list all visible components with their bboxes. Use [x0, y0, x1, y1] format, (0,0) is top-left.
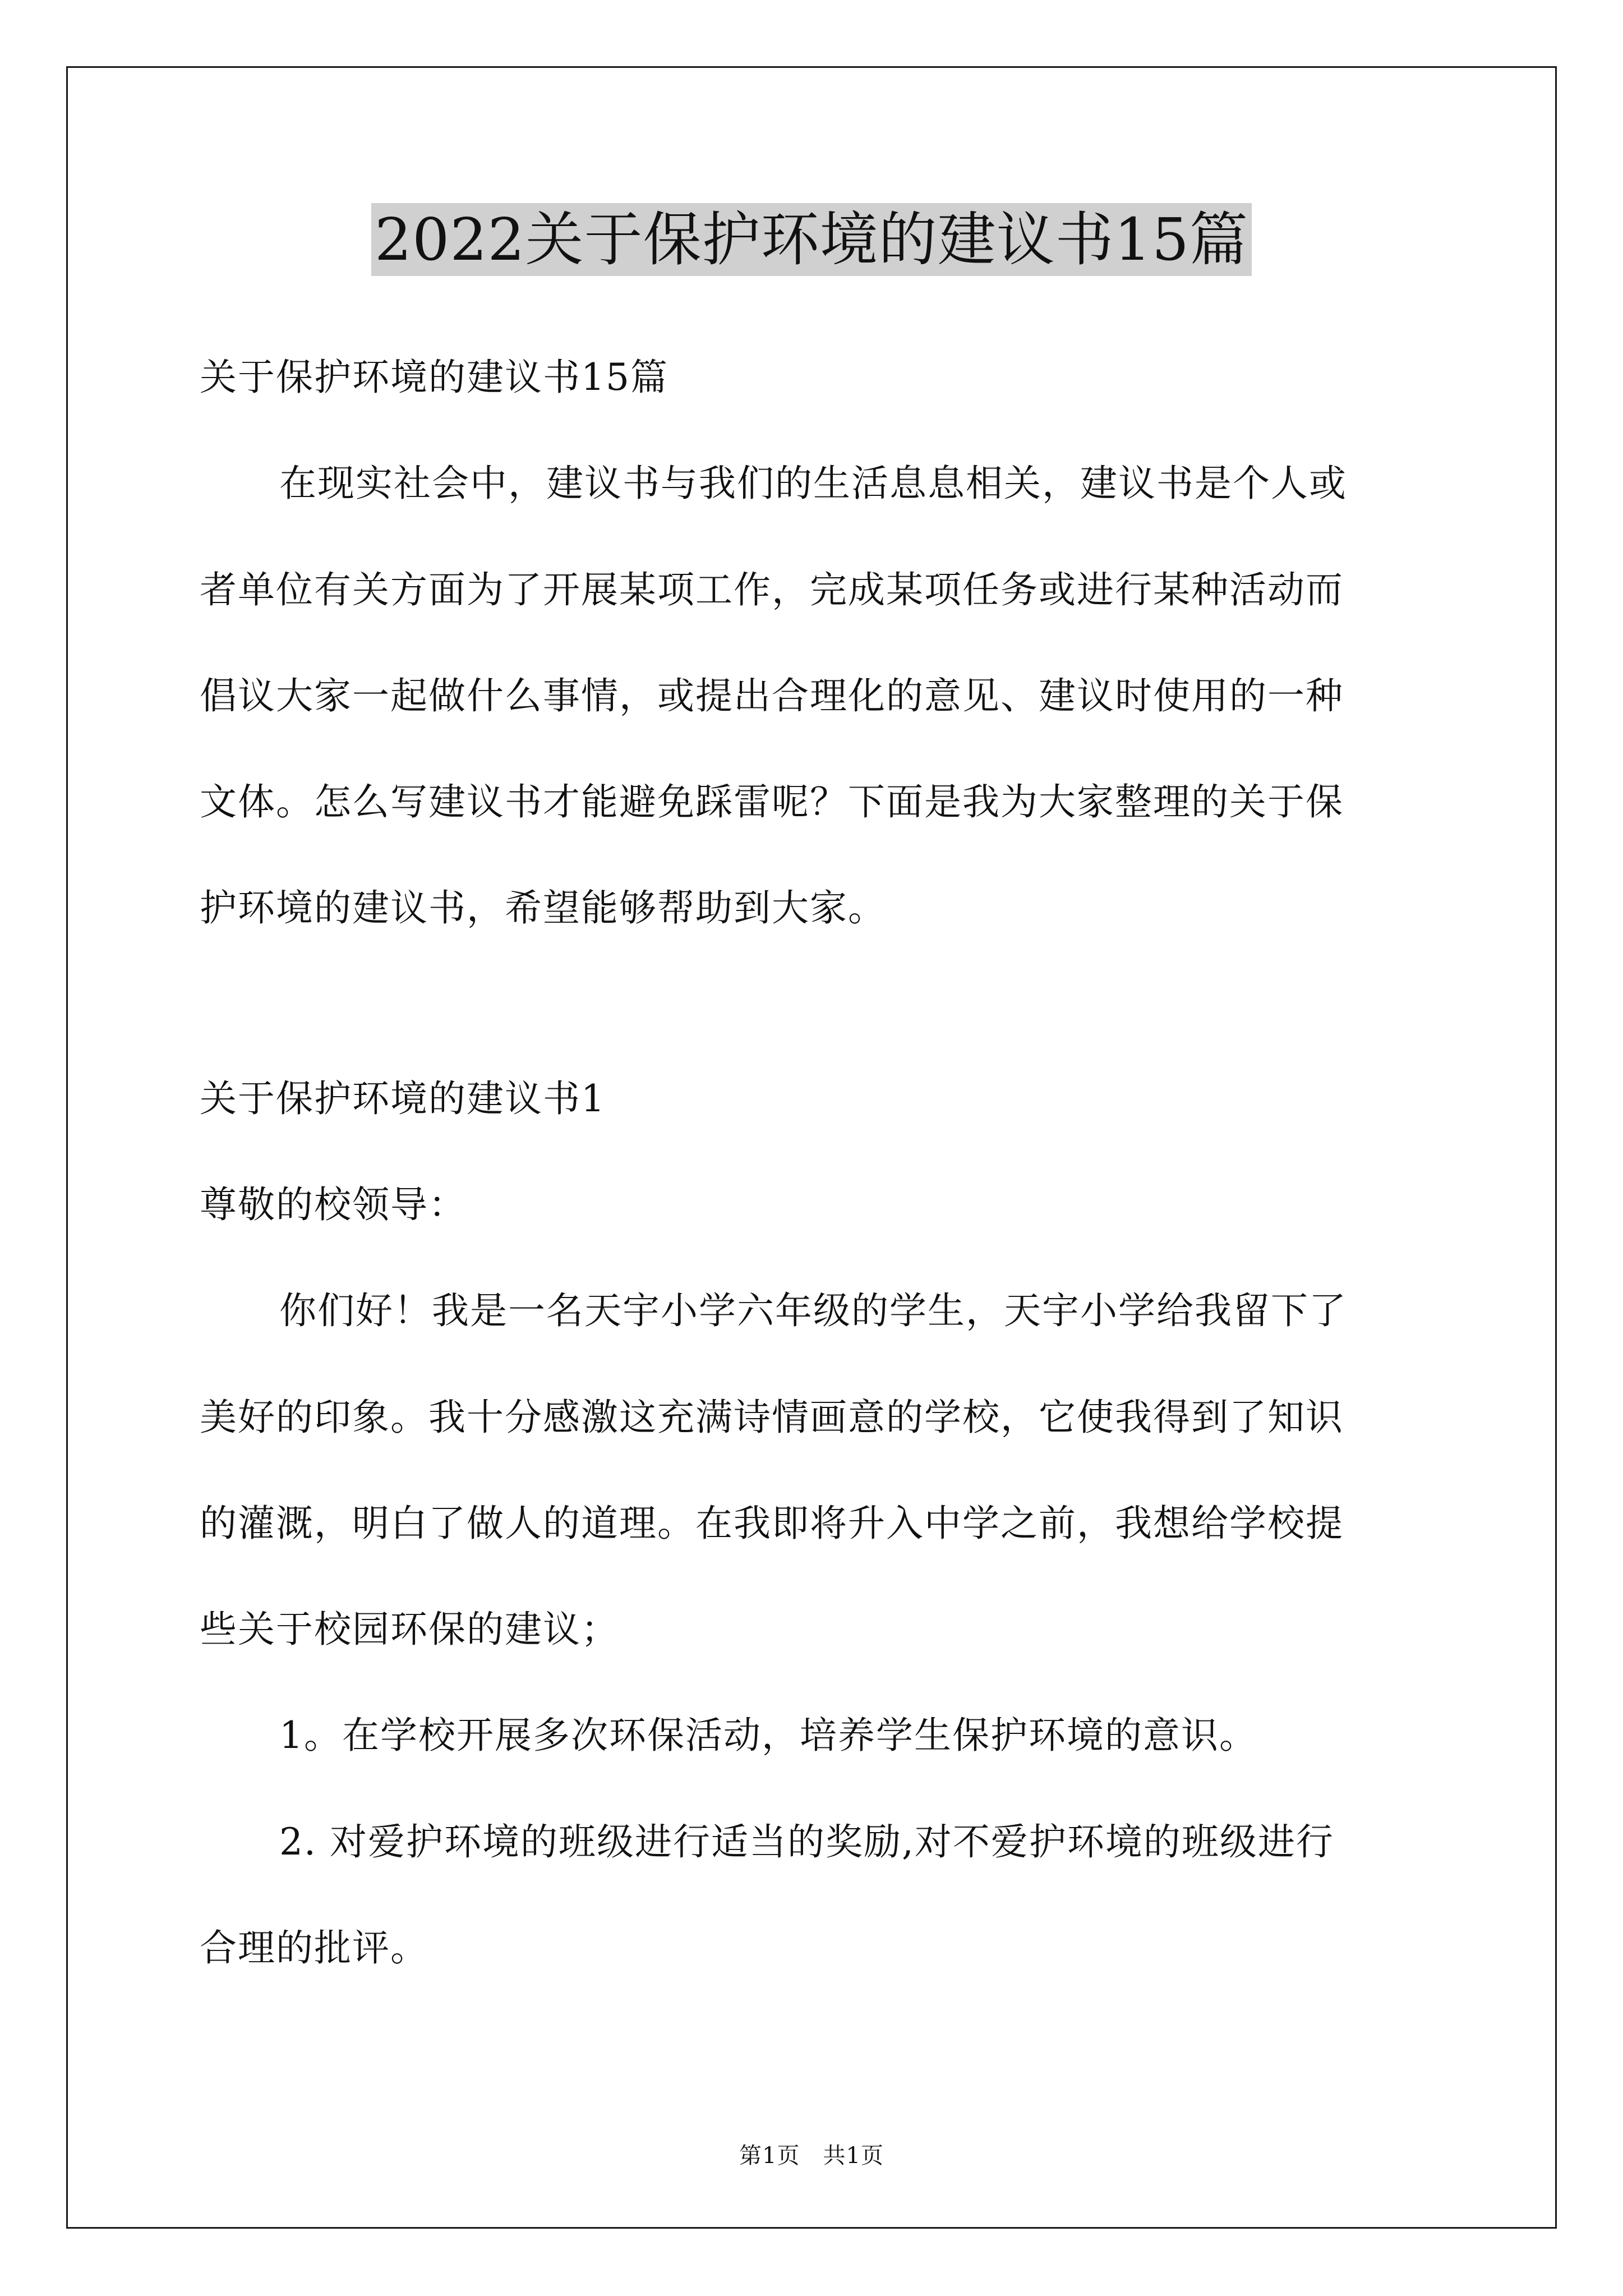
list-item: 1。在学校开展多次环保活动，培养学生保护环境的意识。 [279, 1714, 1257, 1757]
page-footer: 第1页 共1页 [739, 2143, 884, 2169]
title-container [0, 203, 1623, 276]
paragraph-line: 者单位有关方面为了开展某项工作，完成某项任务或进行某种活动而 [200, 568, 1344, 611]
paragraph-line: 的灌溉，明白了做人的道理。在我即将升入中学之前，我想给学校提 [200, 1502, 1344, 1545]
paragraph-line: 在现实社会中，建议书与我们的生活息息相关，建议书是个人或 [279, 462, 1347, 505]
section-heading: 关于保护环境的建议书1 [200, 1077, 606, 1120]
salutation: 尊敬的校领导： [200, 1183, 467, 1226]
list-item-continuation: 合理的批评。 [200, 1926, 428, 1970]
paragraph-line: 你们好！我是一名天宇小学六年级的学生，天宇小学给我留下了 [279, 1289, 1347, 1332]
document-title: 2022关于保护环境的建议书15篇 [371, 203, 1252, 276]
paragraph-line: 护环境的建议书，希望能够帮助到大家。 [200, 886, 886, 930]
list-item: 2. 对爱护环境的班级进行适当的奖励,对不爱护环境的班级进行 [279, 1820, 1334, 1864]
paragraph-line: 倡议大家一起做什么事情，或提出合理化的意见、建议时使用的一种 [200, 674, 1344, 717]
paragraph-line: 文体。怎么写建议书才能避免踩雷呢？下面是我为大家整理的关于保 [200, 780, 1344, 823]
subtitle-line: 关于保护环境的建议书15篇 [200, 356, 668, 399]
paragraph-line: 美好的印象。我十分感激这充满诗情画意的学校，它使我得到了知识 [200, 1396, 1344, 1439]
paragraph-line: 些关于校园环保的建议； [200, 1608, 619, 1651]
